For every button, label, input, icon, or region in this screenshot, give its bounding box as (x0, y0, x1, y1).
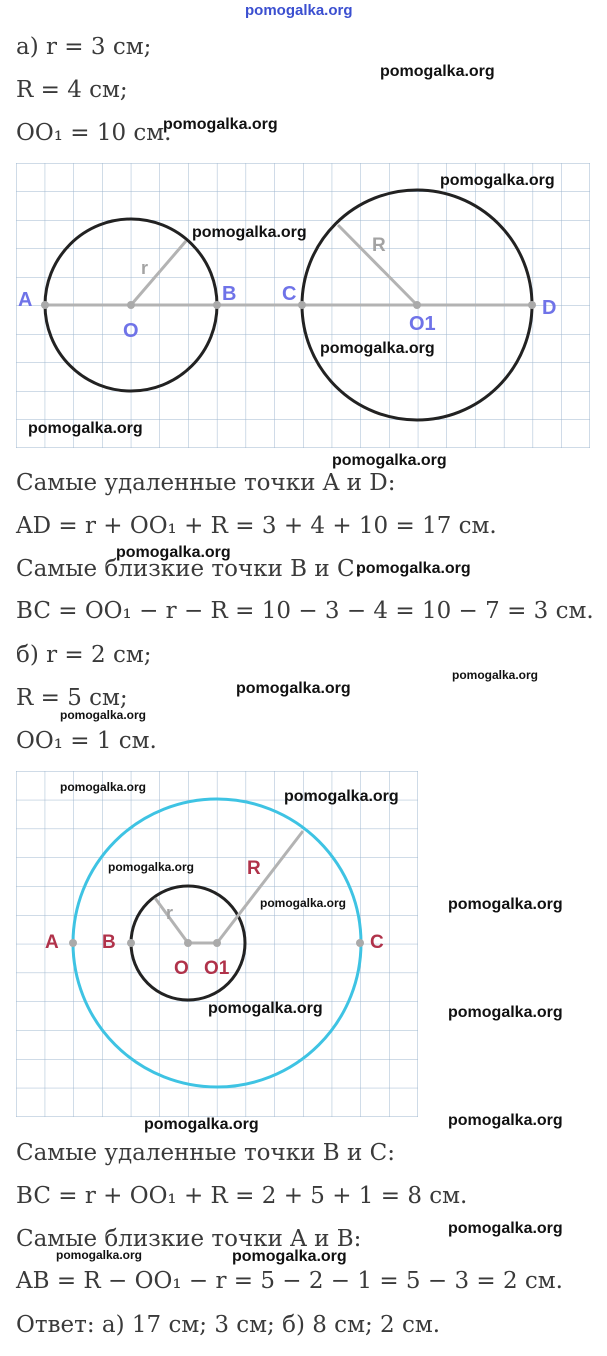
label-b-O1: O1 (204, 958, 230, 979)
label-b-C: C (370, 932, 384, 953)
figure-b (16, 771, 418, 1117)
given-b-oo1: OO₁ = 1 см. (16, 728, 157, 754)
label-b-r: r (166, 903, 174, 923)
far-a-eq: AD = r + OO₁ + R = 3 + 4 + 10 = 17 см. (16, 513, 497, 539)
given-a-oo1: OO₁ = 10 см. (16, 120, 172, 146)
label-a-D: D (542, 297, 557, 319)
label-a-C: C (282, 283, 297, 305)
label-b-B: B (102, 932, 116, 953)
watermark: pomogalka.org (380, 63, 495, 80)
given-a-r: а) r = 3 см; (16, 34, 152, 60)
watermark: pomogalka.org (144, 1116, 259, 1133)
label-a-B: B (222, 283, 237, 305)
watermark: pomogalka.org (260, 896, 347, 910)
watermark: pomogalka.org (236, 680, 351, 697)
watermark: pomogalka.org (448, 1220, 563, 1237)
watermark: pomogalka.org (448, 1004, 563, 1021)
watermark: pomogalka.org (320, 340, 435, 357)
far-b-title: Самые удаленные точки B и C: (16, 1140, 395, 1166)
watermark: pomogalka.org (448, 1112, 563, 1129)
watermark: pomogalka.org (192, 224, 307, 241)
near-a-title: Самые близкие точки B и C: (16, 556, 363, 582)
label-a-R: R (372, 235, 386, 256)
watermark: pomogalka.org (440, 172, 555, 189)
given-a-R: R = 4 см; (16, 77, 128, 103)
watermark: pomogalka.org (163, 116, 278, 133)
watermark: pomogalka.org (56, 1248, 143, 1262)
given-b-r: б) r = 2 см; (16, 642, 152, 668)
answer: Ответ: а) 17 см; 3 см; б) 8 см; 2 см. (16, 1312, 441, 1338)
watermark: pomogalka.org (356, 560, 471, 577)
near-b-eq: AB = R − OO₁ − r = 5 − 2 − 1 = 5 − 3 = 2 см. (16, 1268, 563, 1294)
label-a-O1: O1 (409, 313, 436, 335)
far-a-title: Самые удаленные точки A и D: (16, 470, 396, 496)
watermark: pomogalka.org (448, 896, 563, 913)
label-b-R: R (247, 858, 261, 879)
label-b-O: O (174, 958, 189, 979)
watermark: pomogalka.org (332, 452, 447, 469)
label-a-O: O (123, 320, 139, 342)
watermark: pomogalka.org (284, 788, 399, 805)
watermark: pomogalka.org (60, 708, 147, 722)
watermark: pomogalka.org (108, 860, 195, 874)
watermark: pomogalka.org (452, 668, 539, 682)
watermark: pomogalka.org (28, 420, 143, 437)
far-b-eq: BC = r + OO₁ + R = 2 + 5 + 1 = 8 см. (16, 1183, 468, 1209)
watermark: pomogalka.org (208, 1000, 323, 1017)
given-b-R: R = 5 см; (16, 685, 128, 711)
watermark: pomogalka.org (232, 1248, 347, 1265)
label-a-A: A (18, 289, 33, 311)
label-b-A: A (45, 932, 59, 953)
watermark: pomogalka.org (116, 544, 231, 561)
watermark-top: pomogalka.org (245, 2, 353, 19)
figure-a (16, 163, 590, 448)
near-a-eq: BC = OO₁ − r − R = 10 − 3 − 4 = 10 − 7 = 3 см. (16, 598, 594, 624)
near-b-title: Самые близкие точки A и B: (16, 1226, 362, 1252)
label-a-r: r (141, 258, 149, 278)
watermark: pomogalka.org (60, 780, 147, 794)
